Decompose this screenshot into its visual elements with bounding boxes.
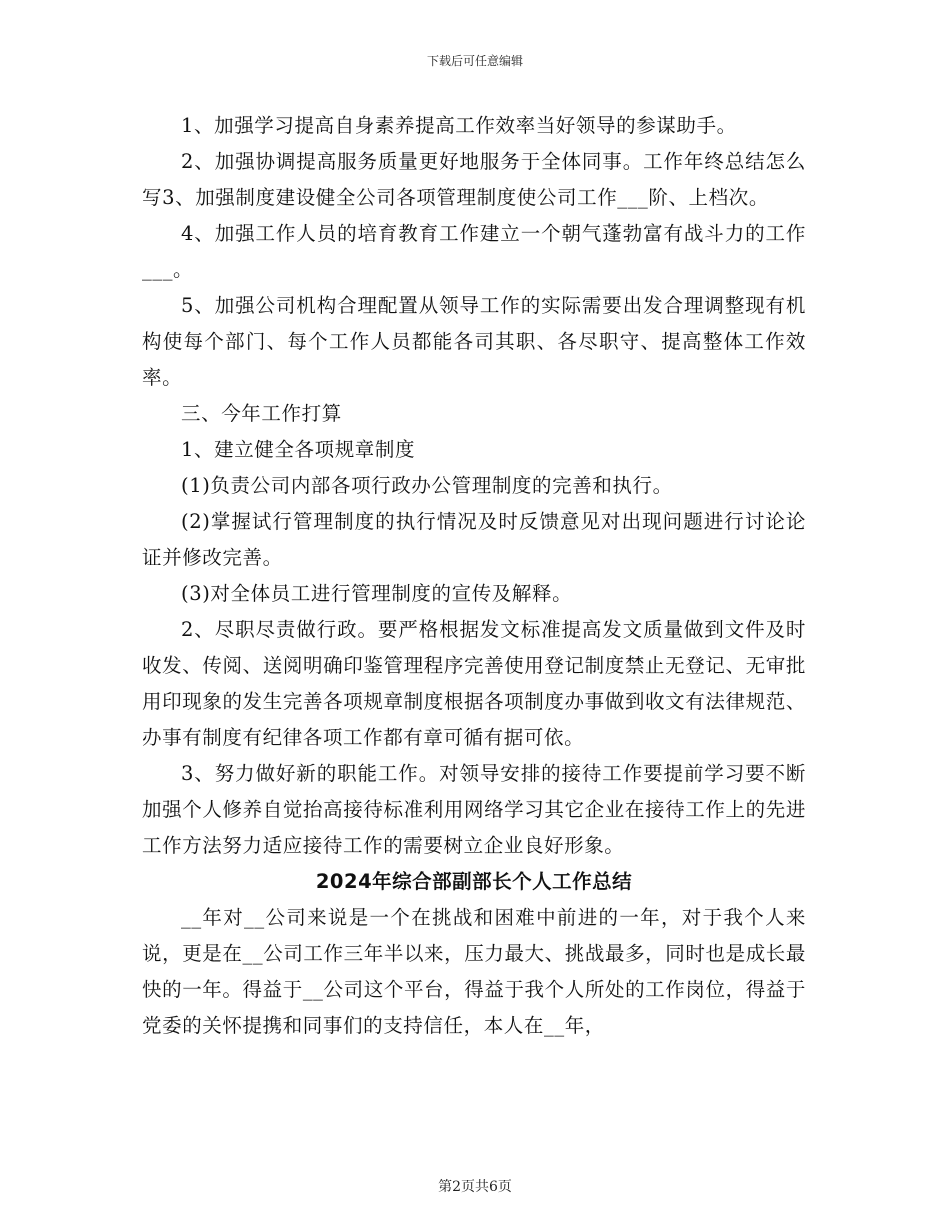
paragraph-rules: 1、建立健全各项规章制度 [181,438,416,461]
page-footer: 第2页共6页 [438,1179,512,1195]
paragraph-3: 4、加强工作人员的培育教育工作建立一个朝气蓬勃富有战斗力的工作___。 [142,222,806,281]
paragraph-item-3: (3)对全体员工进行管理制度的宣传及解释。 [181,582,573,605]
paragraph-reception: 3、努力做好新的职能工作。对领导安排的接待工作要提前学习要不断加强个人修养自觉抬高接待标准利用网络学习其它企业在接待工作上的先进工作方法努力适应接待工作的需要树立企业良好形象。 [142,762,806,857]
document-title: 2024年综合部副部长个人工作总结 [315,870,633,893]
document-body [142,108,806,1044]
paragraph-admin: 2、尽职尽责做行政。要严格根据发文标准提高发文质量做到文件及时收发、传阅、送阅明确印鉴管理程序完善使用登记制度禁止无登记、无审批用印现象的发生完善各项规章制度根据各项制度办事做到收文有法律规范、办事有制度有纪律各项工作都有章可循有据可依。 [142,618,806,749]
section-heading-plan: 三、今年工作打算 [181,402,342,425]
paragraph-item-2: (2)掌握试行管理制度的执行情况及时反馈意见对出现问题进行讨论论证并修改完善。 [142,510,806,569]
paragraph-2: 2、加强协调提高服务质量更好地服务于全体同事。工作年终总结怎么写3、加强制度建设健全公司各项管理制度使公司工作___阶、上档次。 [142,150,806,209]
paragraph-summary-intro: __年对__公司来说是一个在挑战和困难中前进的一年，对于我个人来说，更是在__公司工作三年半以来，压力最大、挑战最多，同时也是成长最快的一年。得益于__公司这个平台，得益于我个人所处的工作岗位，得益于党委的关怀提携和同事们的支持信任，本人在__年， [142,906,806,1037]
page-header: 下载后可任意编辑 [426,54,523,68]
paragraph-1: 1、加强学习提高自身素养提高工作效率当好领导的参谋助手。 [181,114,737,137]
paragraph-4: 5、加强公司机构合理配置从领导工作的实际需要出发合理调整现有机构使每个部门、每个工作人员都能各司其职、各尽职守、提高整体工作效率。 [142,294,806,389]
paragraph-item-1: (1)负责公司内部各项行政办公管理制度的完善和执行。 [181,474,673,497]
